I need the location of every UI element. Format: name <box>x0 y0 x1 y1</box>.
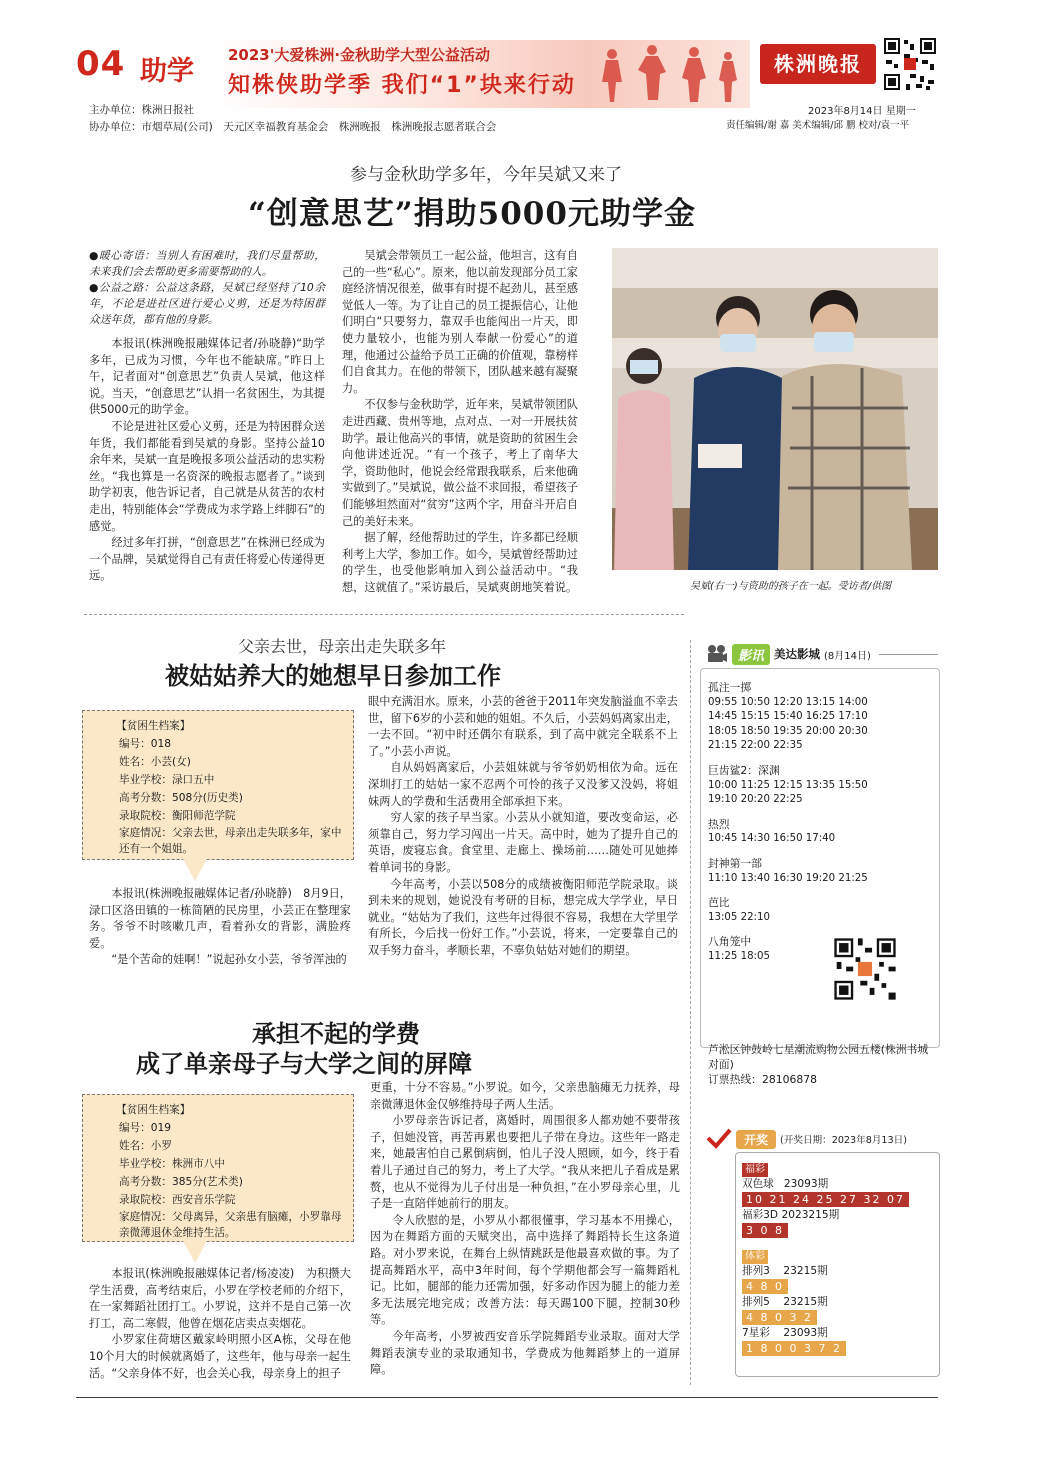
fc3d-issue: 2023215期 <box>781 1209 840 1221</box>
box-pointer <box>183 1241 207 1263</box>
cinema-name: 美达影城 <box>774 647 821 661</box>
issue-date: 2023年8月14日 星期一 <box>808 106 916 117</box>
paragraph: 本报讯(株洲晚报融媒体记者/孙晓静) 8月9日，渌口区洛田镇的一栋简陋的民房里，小芸正在整理家务。爷爷不时咳嗽几声，看着孙女的背影，满脸疼爱。 <box>89 887 351 950</box>
lottery-badge: 开奖 <box>736 1130 776 1149</box>
paragraph: 穷人家的孩子早当家。小芸从小就知道，要改变命运，必须靠自己，努力学习闯出一片天。高中时，她为了提升自己的英语，废寝忘食。食堂里、走廊上、操场前……随处可见她捧着单词书的身影。 <box>368 811 678 874</box>
banner-line2: 知株侠助学季 我们“1”块来行动 <box>228 73 576 98</box>
paragraph: 今年高考，小罗被西安音乐学院舞蹈专业录取。面对大学舞蹈表演专业的录取通知书，学费成为他舞蹈梦上的一道屏障。 <box>370 1329 680 1377</box>
showtimes: 11:25 18:05 <box>708 950 770 962</box>
article1-photo <box>612 248 938 570</box>
article1-subtitle: 参与金秋助学多年，今年吴斌又来了 <box>350 165 622 185</box>
profile-line: 姓名：小罗 <box>119 1140 172 1152</box>
co-organizer: 协办单位：市烟草局(公司) 天元区幸福教育基金会 株洲晚报 株洲晚报志愿者联合会 <box>89 121 497 133</box>
paragraph: 吴斌会带领员工一起公益，他坦言，这有自己的一些“私心”。原来，他以前发现部分员工家庭经济情况很差，做事有时提不起劲儿，甚至感觉低人一等。为了让自己的员工提振信心，让他们明白“只要努力，靠双手也能闯出一片天，即使力量较小，也能为别人奉献一份爱心”的道理，他通过公益给予员工正确的价值观，靠榜样们自食其力。在他的带领下，团队越来越有凝聚力。 <box>342 249 578 395</box>
student-profile-box <box>82 1094 354 1242</box>
paragraph: 眼中充满泪水。原来，小芸的爸爸于2011年突发脑溢血不幸去世，留下6岁的小芸和她的姐姐。不久后，小芸妈妈离家出走，一去不回。“初中时还偶尔有联系，到了高中就完全联系不上了。”小芸小声说。 <box>368 695 678 758</box>
movie-badge: 影讯 <box>732 644 770 665</box>
paragraph: 自从妈妈离家后，小芸姐妹就与爷爷奶奶相依为命。远在深圳打工的姑姑一家不忍两个可怜的孩子又没爹又没妈，将姐妹两人的学费和生活费用全部承担下来。 <box>368 761 678 808</box>
address-text: 芦淞区钟鼓岭七星潮流购物公园五楼(株洲书城对面) <box>708 1043 929 1071</box>
showtimes: 18:05 18:50 19:35 20:00 20:30 <box>708 725 868 737</box>
showtimes: 14:45 15:15 15:40 16:25 17:10 <box>708 711 868 723</box>
ticai-tag: 体彩 <box>742 1250 768 1264</box>
article3-column2 <box>370 1080 680 1379</box>
movie-title: 热烈 <box>708 817 730 831</box>
article3-column1 <box>89 1266 351 1382</box>
showtimes: 21:15 22:00 22:35 <box>708 740 803 752</box>
paragraph: 今年高考，小芸以508分的成绩被衡阳师范学院录取。谈到未来的规划，她说没有考研的目标，想完成大学学业，早日就业。“姑姑为了我们，这些年过得很不容易，我想在大学里学有所长，今后找一份好工作。”小芸说，将来，一定要靠自己的双手努力奋斗，孝顺长辈，不辜负姑姑对她们的期望。 <box>368 877 678 957</box>
movie-title: 巨齿鲨2：深渊 <box>708 763 780 777</box>
article3-title-line2: 成了单亲母子与大学之间的屏障 <box>136 1049 472 1078</box>
photo-caption: 吴斌(右一)与资助的孩子在一起。受访者/供图 <box>690 581 892 592</box>
lottery-results <box>742 1162 938 1357</box>
banner-line1: 2023'大爱株洲·金秋助学大型公益活动 <box>228 46 491 64</box>
paragraph: 本报讯(株洲晚报融媒体记者/杨凌凌) 为积攒大学生活费，高考结束后，小罗在学校老师的介绍下，在一家舞蹈社团打工。小罗说，这并不是自己第一次打工，高二寒假，他曾在烟花店卖点卖烟花。 <box>89 1267 351 1330</box>
qr-code-icon <box>882 36 938 92</box>
ssq-issue: 23093期 <box>783 1178 829 1190</box>
qr-code-icon <box>832 936 898 1002</box>
fc3d-numbers: 3 0 8 <box>742 1223 788 1238</box>
movie-title: 封神第一部 <box>708 856 762 870</box>
pl5-numbers: 4 8 0 3 2 <box>742 1310 817 1325</box>
movie-title: 芭比 <box>708 896 730 910</box>
profile-line: 家庭情况：父母离异，父亲患有脑瘫，小罗靠母亲微薄退休金维持生活。 <box>119 1211 342 1239</box>
profile-heading: 【贫困生档案】 <box>116 1104 191 1116</box>
paragraph: 本报讯(株洲晚报融媒体记者/孙晓静)“助学多年，已成为习惯，今年也不能缺席。”昨日上午，记者面对“创意思艺”负责人吴斌，他这样说。当天，“创意思艺”认捐一名贫困生，为其提供5000元的助学金。 <box>89 337 325 417</box>
highlight-path: ●公益之路：公益这条路，吴斌已经坚持了10余年，不论是进社区进行爱心义剪，还是为特困群众送年货，都有他的身影。 <box>89 281 325 326</box>
pl3-issue: 23215期 <box>783 1265 828 1277</box>
fucai-tag: 福彩 <box>742 1163 768 1177</box>
photo-illustration <box>612 248 938 570</box>
article1-column1 <box>89 248 325 585</box>
movie-title: 孤注一掷 <box>708 681 752 694</box>
movie-header <box>706 642 938 666</box>
organizer: 主办单位：株洲日报社 <box>89 104 194 116</box>
ssq-numbers: 10 21 24 25 27 32 07 <box>742 1192 909 1207</box>
profile-line: 录取院校：西安音乐学院 <box>119 1194 236 1206</box>
article2-subtitle: 父亲去世，母亲出走失联多年 <box>238 637 447 656</box>
showtimes: 19:10 20:20 22:25 <box>708 794 803 806</box>
qxc-label: 7星彩 <box>742 1327 770 1339</box>
cinema-address <box>708 1042 938 1087</box>
qxc-issue: 23093期 <box>783 1327 828 1339</box>
profile-line: 家庭情况：父亲去世，母亲出走失联多年，家中还有一个姐姐。 <box>119 827 342 855</box>
profile-line: 姓名：小芸(女) <box>119 756 191 768</box>
paragraph: 经过多年打拼，“创意思艺”在株洲已经成为一个品牌，吴斌觉得自己有责任将爱心传递得更远。 <box>89 536 325 583</box>
newspaper-logo: 株洲晚报 <box>760 44 876 84</box>
paragraph: 不仅参与金秋助学，近年来，吴斌带领团队走进西藏、贵州等地，点对点、一对一开展扶贫助学。最让他高兴的事情，就是资助的贫困生会向他讲述近况。“有一个孩子，考上了南华大学，资助他时，他说会经常跟我联系，后来他确实做到了。”吴斌说，做公益不求回报，希望孩子们能够坦然面对“贫穷”这两个字，用奋斗开启自己的美好未来。 <box>342 398 578 528</box>
paragraph: “是个苦命的娃啊！”说起孙女小芸，爷爷浑浊的 <box>111 953 347 967</box>
profile-line: 录取院校：衡阳师范学院 <box>119 810 236 822</box>
article1-column2 <box>342 248 578 596</box>
box-pointer <box>183 859 207 881</box>
campaign-banner <box>210 40 750 108</box>
qxc-numbers: 1 8 0 0 3 7 2 <box>742 1341 846 1356</box>
pl3-numbers: 4 8 0 <box>742 1279 788 1294</box>
movie-title: 八角笼中 <box>708 935 752 949</box>
profile-heading: 【贫困生档案】 <box>116 720 191 732</box>
column-divider <box>690 640 691 1385</box>
pl5-issue: 23215期 <box>783 1296 828 1308</box>
showtimes: 10:00 11:25 12:15 13:35 15:50 <box>708 779 868 791</box>
article3-title-line1: 承担不起的学费 <box>252 1019 420 1048</box>
showtimes: 09:55 10:50 12:20 13:15 14:00 <box>708 696 868 708</box>
student-profile-box <box>82 710 354 860</box>
section-title: 助学 <box>140 56 194 87</box>
figures-decoration <box>592 42 742 106</box>
showtimes: 13:05 22:10 <box>708 911 770 923</box>
profile-line: 毕业学校：株洲市八中 <box>119 1158 225 1170</box>
paragraph: 小罗家住荷塘区戴家岭明照小区A栋，父母在他10个月大的时候就离婚了，这些年，他与母亲一起生活。“父亲身体不好，也会关心我，母亲身上的担子 <box>89 1333 351 1380</box>
paragraph: 据了解，经他帮助过的学生，许多都已经顺利考上大学，参加工作。如今，吴斌曾经帮助过的学生，也受他影响加入到公益活动中。“我想，这就值了。”采访最后，吴斌爽朗地笑着说。 <box>342 531 578 594</box>
checkmark-icon <box>706 1128 732 1150</box>
article2-column1 <box>89 886 351 969</box>
lottery-date: (开奖日期：2023年8月13日) <box>780 1135 907 1146</box>
profile-line: 毕业学校：渌口五中 <box>119 774 215 786</box>
pl5-label: 排列5 <box>742 1296 770 1308</box>
profile-line: 编号：018 <box>119 738 172 750</box>
editors: 责任编辑/谢 嘉 美术编辑/邱 鹏 校对/袁一平 <box>726 120 910 131</box>
highlight-message: ●暖心寄语：当别人有困难时，我们尽量帮助，未来我们会去帮助更多需要帮助的人。 <box>89 249 325 278</box>
profile-line: 高考分数：508分(历史类) <box>119 792 243 804</box>
article1-title: “创意思艺”捐助5000元助学金 <box>248 196 696 232</box>
article2-column2 <box>368 694 678 960</box>
showtimes: 11:10 13:40 16:30 19:20 21:25 <box>708 872 868 884</box>
fc3d-label: 福彩3D <box>742 1209 779 1221</box>
movie-listings <box>708 681 908 965</box>
bottom-rule <box>76 1397 938 1398</box>
paragraph: 更重，十分不容易。”小罗说。如今，父亲患脑瘫无力抚养，母亲微薄退休金仅够维持母子两人生活。 <box>370 1081 680 1111</box>
showtimes: 10:45 14:30 16:50 17:40 <box>708 833 836 845</box>
article2-title: 被姑姑养大的她想早日参加工作 <box>165 661 501 690</box>
lottery-header <box>706 1128 940 1150</box>
pl3-label: 排列3 <box>742 1265 770 1277</box>
profile-line: 编号：019 <box>119 1122 172 1134</box>
movie-date: (8月14日) <box>824 650 871 662</box>
paragraph: 令人欣慰的是，小罗从小都很懂事，学习基本不用操心，因为在舞蹈方面的天赋突出，高中选择了舞蹈特长生这条道路。对小罗来说，在舞台上纵情跳跃是他最喜欢做的事。为了提高舞蹈水平，高中3年时间，每个学期他都会写一篇舞蹈札记。比如，腿部的能力还需加强，好多动作因为腿上的能力差多无法展完地完成；改善方法：每天踢100下腿，控制30秒等。 <box>370 1213 680 1327</box>
paragraph: 不论是进社区爱心义剪，还是为特困群众送年货，我们都能看到吴斌的身影。坚持公益10余年来，吴斌一直是晚报多项公益活动的忠实粉丝。“我也算是一名资深的晚报志愿者了。”谈到助学初衷，他告诉记者，自己就是从贫苦的农村走出，特别能体会“学费成为求学路上绊脚石”的感觉。 <box>89 419 325 533</box>
divider <box>84 614 684 615</box>
film-camera-icon <box>706 644 728 664</box>
ssq-label: 双色球 <box>742 1178 774 1190</box>
profile-line: 高考分数：385分(艺术类) <box>119 1176 243 1188</box>
hotline: 订票热线：28106878 <box>708 1073 817 1086</box>
paragraph: 小罗母亲告诉记者，离婚时，周围很多人都劝她不要带孩子，但她没管，再苦再累也要把儿子带在身边。这些年一路走来，她最害怕自己累倒病倒，怕儿子没人照顾，如今，终于看着儿子通过自己的努力，考上了大学。“我从来把儿子看成是累赘，也从不觉得为儿子付出是一种负担，”在小罗母亲心里，儿子是一直陪伴她前行的朋友。 <box>370 1114 680 1211</box>
page-number: 04 <box>76 44 126 84</box>
